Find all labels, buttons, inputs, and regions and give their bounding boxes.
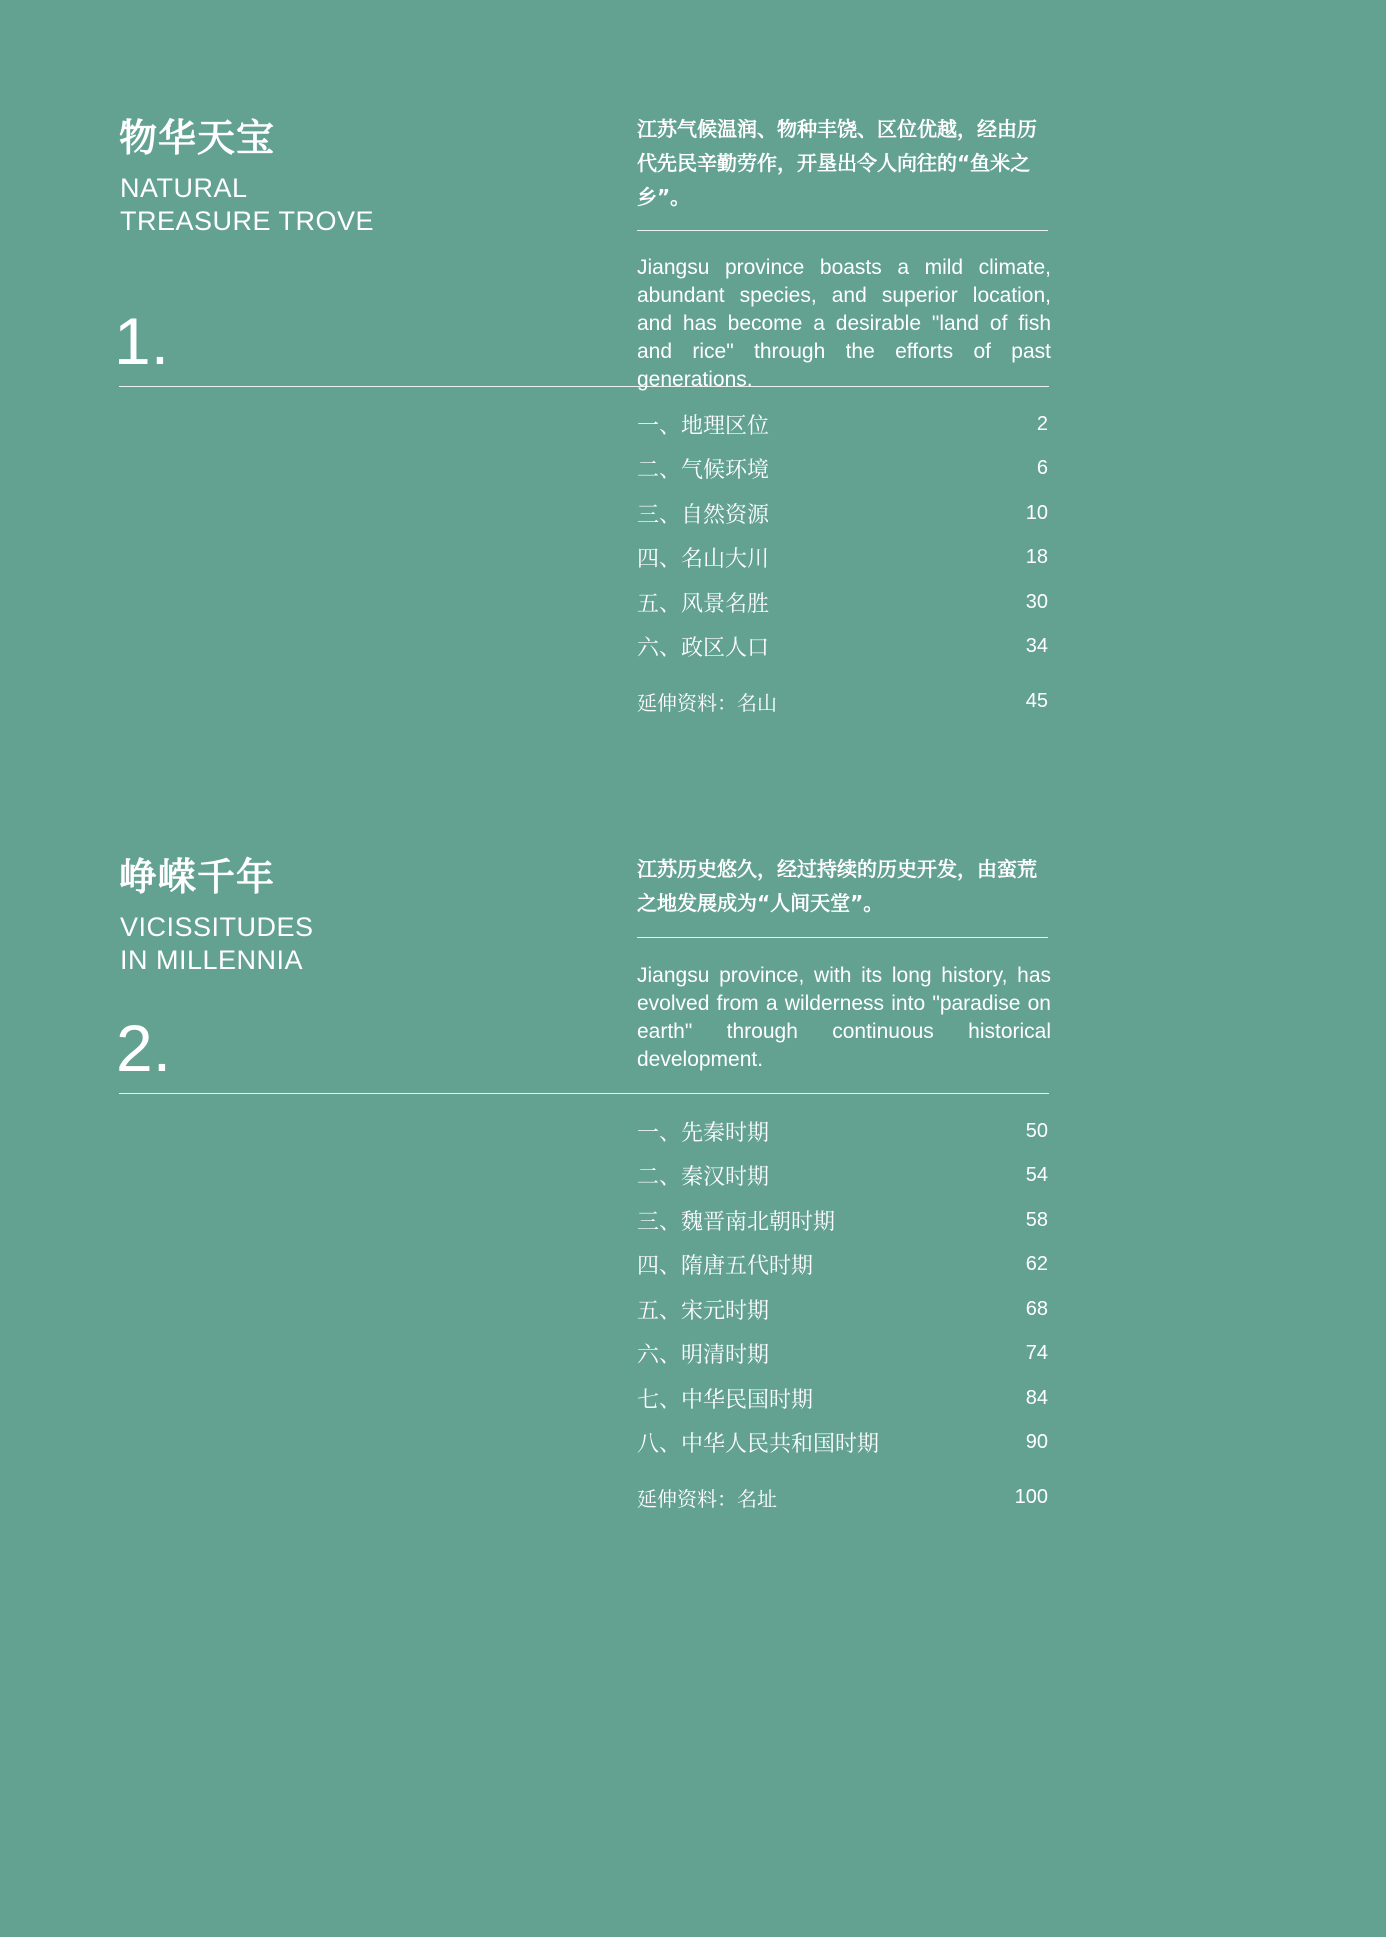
- chapter-intro-en: Jiangsu province boasts a mild climate, abundant species, and superior location, and has become a desirable "land of fish and rice" through the efforts of past generations.: [637, 256, 1051, 391]
- toc-item[interactable]: [637, 1198, 1048, 1243]
- toc-item-label: 一、先秦时期: [637, 1120, 770, 1146]
- toc-item[interactable]: [637, 491, 1048, 536]
- chapter-title-en: [120, 911, 314, 977]
- chapter-divider: [119, 1093, 1049, 1094]
- chapter-number: 2.: [116, 1011, 172, 1085]
- toc-extra-page: 100: [1014, 1485, 1048, 1508]
- toc-item-page: 84: [1025, 1386, 1048, 1409]
- toc-item-label: 一、地理区位: [637, 413, 770, 439]
- toc-item-page: 10: [1025, 501, 1048, 524]
- toc-item[interactable]: [637, 1421, 1048, 1466]
- toc-item-label: 五、宋元时期: [637, 1298, 770, 1324]
- chapter-intro-en: Jiangsu province, with its long history, has evolved from a wilderness into "paradise on earth" through continuous historical development.: [637, 964, 1051, 1071]
- toc-item[interactable]: [637, 447, 1048, 492]
- chapter-number: 1.: [114, 304, 170, 378]
- toc-item[interactable]: [637, 1376, 1048, 1421]
- toc-item-label: 五、风景名胜: [637, 591, 770, 617]
- toc-item-label: 六、政区人口: [637, 636, 770, 662]
- chapter-title-en-line1: NATURAL: [120, 173, 248, 203]
- toc-item-page: 2: [1036, 412, 1048, 435]
- toc-item[interactable]: [637, 580, 1048, 625]
- toc-item[interactable]: [637, 536, 1048, 581]
- toc-extra-label: 延伸资料：名山: [637, 690, 777, 715]
- toc-item-page: 90: [1025, 1431, 1048, 1454]
- toc-item[interactable]: [637, 1154, 1048, 1199]
- toc-item-label: 六、明清时期: [637, 1343, 770, 1369]
- toc-item-page: 58: [1025, 1208, 1048, 1231]
- toc-item-page: 68: [1025, 1297, 1048, 1320]
- toc-item-label: 七、中华民国时期: [637, 1387, 814, 1413]
- chapter-title-cn: 物华天宝: [119, 116, 276, 160]
- table-of-contents: [637, 402, 1048, 723]
- intro-divider: [637, 230, 1048, 231]
- toc-item-label: 八、中华人民共和国时期: [637, 1432, 880, 1458]
- toc-extra-item[interactable]: [637, 679, 1048, 723]
- table-of-contents: [637, 1109, 1048, 1519]
- toc-item[interactable]: [637, 1109, 1048, 1154]
- toc-item-label: 四、名山大川: [637, 547, 770, 573]
- toc-item-page: 74: [1025, 1342, 1048, 1365]
- toc-item[interactable]: [637, 1332, 1048, 1377]
- chapter-title-en-line1: VICISSITUDES: [120, 912, 314, 942]
- toc-extra-page: 45: [1025, 689, 1048, 712]
- toc-item-page: 54: [1025, 1164, 1048, 1187]
- chapter-title-cn: 峥嵘千年: [119, 855, 276, 899]
- toc-item[interactable]: [637, 625, 1048, 670]
- toc-item-label: 四、隋唐五代时期: [637, 1254, 814, 1280]
- intro-divider: [637, 937, 1048, 938]
- toc-item-page: 18: [1025, 546, 1048, 569]
- toc-extra-item[interactable]: [637, 1475, 1048, 1519]
- toc-item-page: 62: [1025, 1253, 1048, 1276]
- chapter-title-en-line2: IN MILLENNIA: [120, 945, 304, 975]
- toc-item[interactable]: [637, 1287, 1048, 1332]
- chapter-divider: [119, 386, 1049, 387]
- chapter-title-en: [120, 172, 374, 238]
- toc-item-page: 30: [1025, 590, 1048, 613]
- toc-item[interactable]: [637, 402, 1048, 447]
- toc-item-label: 二、气候环境: [637, 458, 770, 484]
- toc-item-page: 50: [1025, 1119, 1048, 1142]
- toc-item[interactable]: [637, 1243, 1048, 1288]
- chapter-title-en-line2: TREASURE TROVE: [120, 206, 375, 236]
- chapter-intro-cn: 江苏历史悠久，经过持续的历史开发，由蛮荒之地发展成为“人间天堂”。: [637, 857, 1037, 915]
- toc-item-label: 二、秦汉时期: [637, 1165, 770, 1191]
- toc-item-page: 34: [1025, 635, 1048, 658]
- toc-item-page: 6: [1036, 457, 1048, 480]
- toc-extra-label: 延伸资料：名址: [637, 1486, 777, 1511]
- toc-item-label: 三、魏晋南北朝时期: [637, 1209, 836, 1235]
- chapter-intro-cn: 江苏气候温润、物种丰饶、区位优越，经由历代先民辛勤劳作，开垦出令人向往的“鱼米之乡”。: [637, 117, 1037, 209]
- toc-item-label: 三、自然资源: [637, 502, 770, 528]
